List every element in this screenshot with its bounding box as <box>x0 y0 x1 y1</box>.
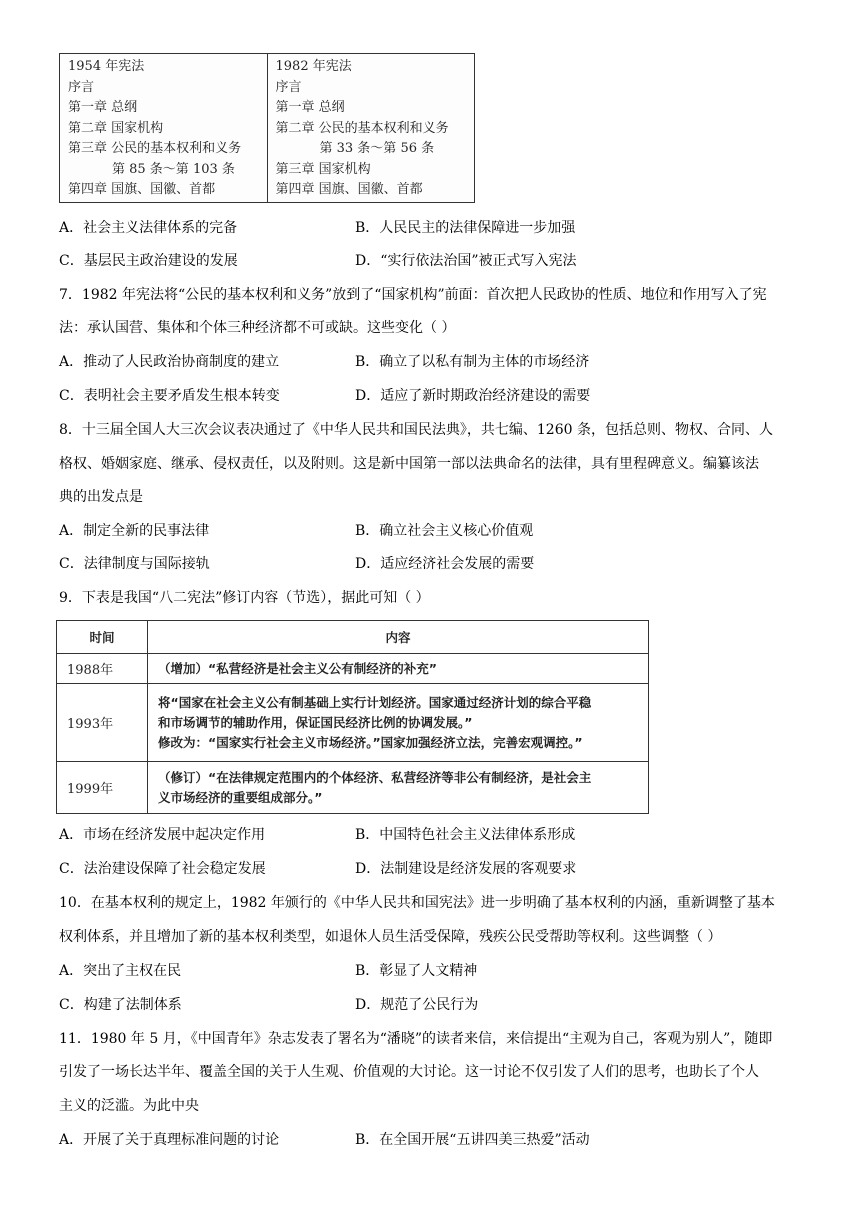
q11-stem-line: 11．1980 年 5 月，《中国青年》杂志发表了署名为“潘晓”的读者来信，来信提出“主观为自己，客观为别人”，随即 <box>59 1031 773 1047</box>
table-content-line: 将“国家在社会主义公有制基础上实行计划经济。国家通过经济计划的综合平稳 <box>158 694 592 710</box>
table-cell-content <box>148 684 649 762</box>
constitution-1954-line: 第 85 条～第 103 条 <box>112 161 235 177</box>
constitution-1954-line: 序言 <box>68 79 95 95</box>
table-content-line: 修改为：“国家实行社会主义市场经济。”国家加强经济立法，完善宏观调控。” <box>158 734 583 750</box>
q10-option-b[interactable]: B．彰显了人文精神 <box>355 963 478 979</box>
constitution-1954-title: 1954 年宪法 <box>68 59 145 74</box>
q7-stem-line: 7．1982 年宪法将“公民的基本权利和义务”放到了“国家机构”前面：首次把人民政协的性质、地位和作用写入了宪 <box>59 287 767 303</box>
table-content-line: 义市场经济的重要组成部分。” <box>158 789 323 805</box>
q8-stem-line: 格权、婚姻家庭、继承、侵权责任，以及附则。这是新中国第一部以法典命名的法律，具有里程碑意义。编纂该法 <box>59 456 759 472</box>
constitution-1982-line: 序言 <box>275 79 302 95</box>
q7-option-d[interactable]: D．适应了新时期政治经济建设的需要 <box>355 388 591 404</box>
q9-option-c[interactable]: C．法治建设保障了社会稳定发展 <box>59 861 266 877</box>
q10-stem-line: 10．在基本权利的规定上，1982 年颁行的《中华人民共和国宪法》进一步明确了基本权利的内涵，重新调整了基本 <box>59 895 775 911</box>
constitution-1982-line: 第四章 国旗、国徽、首都 <box>275 182 423 197</box>
table-row <box>57 762 649 814</box>
table-cell-year: 1988年 <box>57 654 148 684</box>
q6-option-b[interactable]: B．人民民主的法律保障进一步加强 <box>355 220 576 236</box>
constitution-1982-line: 第二章 公民的基本权利和义务 <box>275 120 449 136</box>
q10-stem-line: 权利体系，并且增加了新的基本权利类型，如退休人员生活受保障，残疾公民受帮助等权利。这些调整（ ） <box>59 929 722 945</box>
constitution-1982-line: 第三章 国家机构 <box>275 161 371 177</box>
constitution-1954-line: 第三章 公民的基本权利和义务 <box>68 141 242 156</box>
amendment-table <box>56 620 649 814</box>
q11-option-a[interactable]: A．开展了关于真理标准问题的讨论 <box>59 1132 280 1148</box>
table-header-row <box>57 621 649 654</box>
table-cell-content <box>148 762 649 814</box>
constitution-1954-line: 第二章 国家机构 <box>68 120 164 136</box>
q9-stem-line: 9．下表是我国“八二宪法”修订内容（节选），据此可知（ ） <box>59 590 430 606</box>
q9-option-b[interactable]: B．中国特色社会主义法律体系形成 <box>355 827 576 843</box>
q6-option-d[interactable]: D．“实行依法治国”被正式写入宪法 <box>355 253 577 269</box>
constitution-1982-column <box>268 54 475 202</box>
q11-option-b[interactable]: B．在全国开展“五讲四美三热爱”活动 <box>355 1132 590 1148</box>
q8-option-a[interactable]: A．制定全新的民事法律 <box>59 523 210 539</box>
constitution-1954-line: 第一章 总纲 <box>68 100 138 115</box>
q8-stem-line: 典的出发点是 <box>59 489 143 505</box>
table-content-line: （修订）“在法律规定范围内的个体经济、私营经济等非公有制经济，是社会主 <box>158 769 592 785</box>
table-content-line: （增加）“私营经济是社会主义公有制经济的补充” <box>158 660 437 676</box>
q7-stem-line: 法：承认国营、集体和个体三种经济都不可或缺。这些变化（ ） <box>59 320 456 336</box>
q8-option-d[interactable]: D．适应经济社会发展的需要 <box>355 556 535 572</box>
table-cell-content <box>148 654 649 684</box>
table-header-content: 内容 <box>148 621 649 654</box>
table-row <box>57 684 649 762</box>
table-content-line: 和市场调节的辅助作用，保证国民经济比例的协调发展。” <box>158 714 473 730</box>
q11-stem-line: 主义的泛滥。为此中央 <box>59 1098 199 1114</box>
constitution-1982-line: 第 33 条～第 56 条 <box>319 141 435 156</box>
q6-option-c[interactable]: C．基层民主政治建设的发展 <box>59 253 238 269</box>
q9-option-a[interactable]: A．市场在经济发展中起决定作用 <box>59 827 266 843</box>
q10-option-d[interactable]: D．规范了公民行为 <box>355 997 479 1013</box>
q9-option-d[interactable]: D．法制建设是经济发展的客观要求 <box>355 861 577 877</box>
q8-option-c[interactable]: C．法律制度与国际接轨 <box>59 556 210 572</box>
table-header-time: 时间 <box>57 621 148 654</box>
table-cell-year: 1993年 <box>57 684 148 762</box>
q10-option-c[interactable]: C．构建了法制体系 <box>59 997 182 1013</box>
q7-option-b[interactable]: B．确立了以私有制为主体的市场经济 <box>355 354 590 370</box>
q11-stem-line: 引发了一场长达半年、覆盖全国的关于人生观、价值观的大讨论。这一讨论不仅引发了人们的思考，也助长了个人 <box>59 1064 759 1080</box>
q8-option-b[interactable]: B．确立社会主义核心价值观 <box>355 523 534 539</box>
constitution-comparison-box <box>59 53 475 203</box>
q7-option-c[interactable]: C．表明社会主要矛盾发生根本转变 <box>59 388 280 404</box>
table-cell-year: 1999年 <box>57 762 148 814</box>
q8-stem-line: 8．十三届全国人大三次会议表决通过了《中华人民共和国民法典》，共七编、1260 条，包括总则、物权、合同、人 <box>59 422 773 438</box>
constitution-1954-line: 第四章 国旗、国徽、首都 <box>68 182 216 197</box>
q10-option-a[interactable]: A．突出了主权在民 <box>59 963 182 979</box>
table-row <box>57 654 649 684</box>
constitution-1982-line: 第一章 总纲 <box>275 100 345 115</box>
q7-option-a[interactable]: A．推动了人民政治协商制度的建立 <box>59 354 280 370</box>
constitution-1954-column <box>60 54 268 202</box>
constitution-1982-title: 1982 年宪法 <box>275 59 352 74</box>
q6-option-a[interactable]: A．社会主义法律体系的完备 <box>59 220 238 236</box>
